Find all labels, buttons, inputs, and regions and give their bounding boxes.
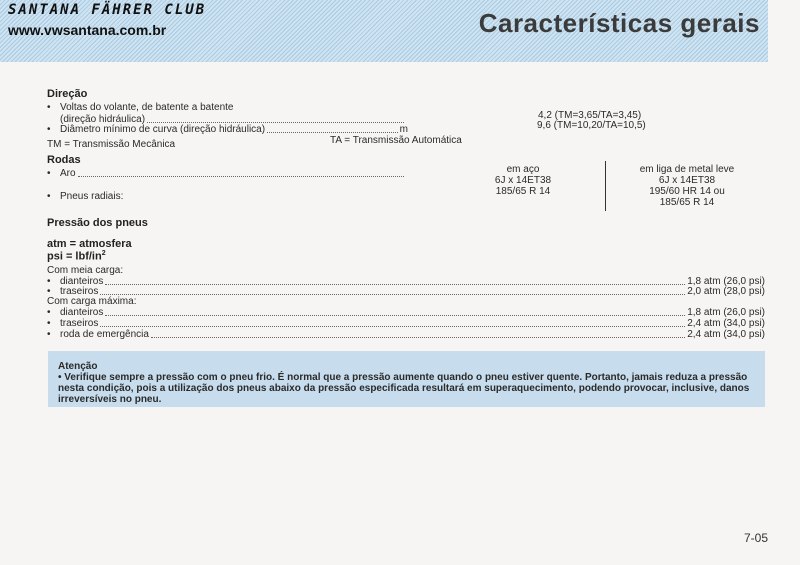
club-name: SANTANA FÄHRER CLUB: [8, 2, 207, 18]
pressure-row: [60, 286, 765, 297]
tm-legend: TM = Transmissão Mecânica: [47, 139, 176, 150]
bullet-icon: •: [47, 276, 51, 287]
psi-sup: 2: [101, 250, 106, 257]
aco-line: em aço: [506, 164, 540, 175]
bullet-icon: •: [47, 286, 51, 297]
diametro-value: 9,6 (TM=10,20/TA=10,5): [537, 120, 646, 131]
direcao-heading: Direção: [47, 88, 88, 100]
page-number: 7-05: [743, 531, 768, 545]
liga-line: 6J x 14ET38: [658, 175, 716, 186]
ta-legend: TA = Transmissão Automática: [330, 135, 462, 146]
pressure-label: roda de emergência: [60, 329, 149, 340]
liga-line: 185/65 R 14: [659, 197, 715, 208]
warning-box: [48, 351, 765, 407]
carga-maxima-label: Com carga máxima:: [47, 296, 137, 307]
liga-line: em liga de metal leve: [639, 164, 735, 175]
pressure-row: [60, 318, 765, 329]
voltas-value: 4,2 (TM=3,65/TA=3,45): [538, 110, 642, 121]
pressure-value: 1,8 atm (26,0 psi): [687, 307, 765, 318]
voltas-label-2: (direção hidráulica): [60, 114, 146, 125]
liga-line: 195/60 HR 14 ou: [649, 186, 725, 197]
rodas-heading: Rodas: [47, 154, 81, 166]
voltas-label: Voltas do volante, de batente a batente: [60, 102, 234, 113]
meia-carga-label: Com meia carga:: [47, 265, 124, 276]
page-title: Características gerais: [478, 8, 760, 38]
aco-line: 6J x 14ET38: [494, 175, 552, 186]
pressure-label: dianteiros: [60, 307, 104, 318]
bullet-icon: •: [47, 318, 51, 329]
pressure-value: 2,4 atm (34,0 psi): [687, 318, 765, 329]
bullet-icon: •: [47, 124, 51, 135]
aco-line: 185/65 R 14: [495, 186, 551, 197]
diametro-leader: [60, 124, 408, 135]
pressure-label: traseiros: [60, 318, 99, 329]
diametro-unit: m: [399, 124, 408, 135]
bullet-icon: •: [47, 102, 51, 113]
warning-title: Atenção: [58, 361, 98, 372]
warning-body: Verifique sempre a pressão com o pneu frio. É normal que a pressão aumente quando o pneu estiver quente. Portanto, jamais reduza a pressão nesta condição, pois a utilização dos pneus abaixo da pressão especificada resultará em superaquecimento, podendo provocar, inclusive, danos irreversíveis no pneu.: [58, 372, 750, 405]
bullet-icon: •: [47, 168, 51, 179]
warning-text: [58, 372, 758, 405]
header-banner: [0, 0, 768, 62]
aro-leader: [60, 168, 406, 179]
psi-text: psi = lbf/in: [47, 250, 102, 263]
atm-definition: atm = atmosfera: [47, 238, 132, 250]
psi-definition: [47, 250, 106, 263]
pressure-value: 2,4 atm (34,0 psi): [687, 329, 765, 340]
bullet-icon: •: [58, 372, 65, 383]
pressure-value: 1,8 atm (26,0 psi): [687, 276, 765, 287]
website-url[interactable]: www.vwsantana.com.br: [8, 22, 167, 38]
pressao-heading: Pressão dos pneus: [47, 217, 148, 229]
pressure-label: traseiros: [60, 286, 99, 297]
rodas-aco-column: [470, 164, 576, 197]
pneus-label: Pneus radiais:: [60, 191, 124, 202]
bullet-icon: •: [47, 191, 51, 202]
bullet-icon: •: [47, 307, 51, 318]
pressure-row: [60, 329, 765, 340]
bullet-icon: •: [47, 329, 51, 340]
column-divider: [605, 161, 606, 211]
diametro-label: Diâmetro mínimo de curva (direção hidráulica): [60, 124, 266, 135]
rodas-liga-column: [622, 164, 752, 208]
pressure-value: 2,0 atm (28,0 psi): [687, 286, 765, 297]
pressure-label: dianteiros: [60, 276, 104, 287]
pressure-row: [60, 307, 765, 318]
aro-label: Aro: [60, 168, 76, 179]
